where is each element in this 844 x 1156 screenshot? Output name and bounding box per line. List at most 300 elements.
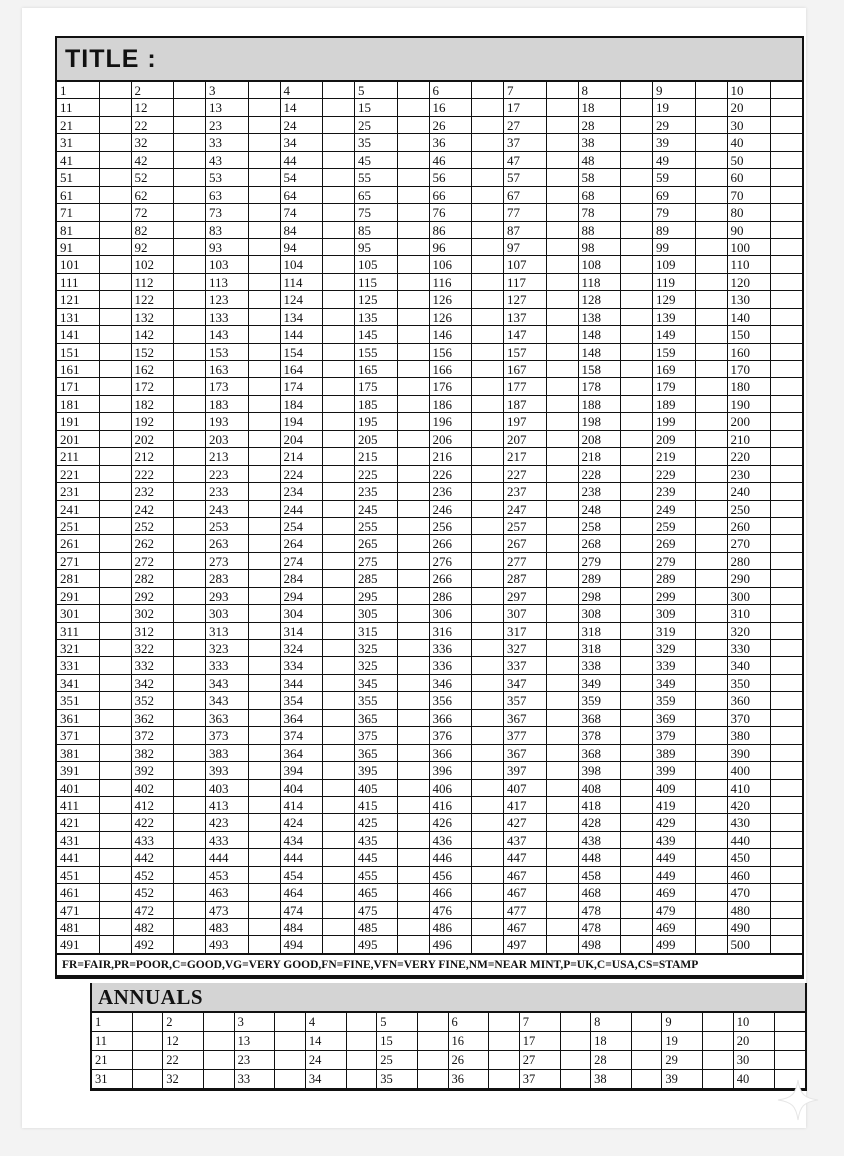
grade-entry-box[interactable]: [771, 518, 802, 534]
grade-entry-box[interactable]: [323, 448, 354, 464]
grade-entry-box[interactable]: [174, 623, 205, 639]
grade-entry-box[interactable]: [249, 588, 280, 604]
grade-entry-box[interactable]: [133, 1013, 163, 1031]
grade-entry-box[interactable]: [323, 605, 354, 621]
grade-entry-box[interactable]: [323, 814, 354, 830]
grade-entry-box[interactable]: [174, 256, 205, 272]
grade-entry-box[interactable]: [696, 222, 727, 238]
grade-entry-box[interactable]: [621, 222, 652, 238]
grade-entry-box[interactable]: [174, 902, 205, 918]
grade-entry-box[interactable]: [775, 1013, 805, 1031]
grade-entry-box[interactable]: [771, 553, 802, 569]
grade-entry-box[interactable]: [323, 204, 354, 220]
grade-entry-box[interactable]: [771, 657, 802, 673]
grade-entry-box[interactable]: [696, 501, 727, 517]
grade-entry-box[interactable]: [323, 780, 354, 796]
grade-entry-box[interactable]: [249, 745, 280, 761]
grade-entry-box[interactable]: [398, 814, 429, 830]
grade-entry-box[interactable]: [472, 134, 503, 150]
grade-entry-box[interactable]: [547, 640, 578, 656]
grade-entry-box[interactable]: [100, 936, 131, 952]
grade-entry-box[interactable]: [547, 919, 578, 935]
grade-entry-box[interactable]: [621, 936, 652, 952]
grade-entry-box[interactable]: [174, 117, 205, 133]
grade-entry-box[interactable]: [100, 710, 131, 726]
grade-entry-box[interactable]: [249, 919, 280, 935]
grade-entry-box[interactable]: [696, 849, 727, 865]
grade-entry-box[interactable]: [621, 134, 652, 150]
grade-entry-box[interactable]: [547, 936, 578, 952]
grade-entry-box[interactable]: [472, 745, 503, 761]
grade-entry-box[interactable]: [174, 675, 205, 691]
grade-entry-box[interactable]: [547, 344, 578, 360]
grade-entry-box[interactable]: [696, 919, 727, 935]
grade-entry-box[interactable]: [771, 884, 802, 900]
grade-entry-box[interactable]: [100, 727, 131, 743]
grade-entry-box[interactable]: [696, 745, 727, 761]
grade-entry-box[interactable]: [771, 710, 802, 726]
grade-entry-box[interactable]: [771, 204, 802, 220]
grade-entry-box[interactable]: [249, 187, 280, 203]
grade-entry-box[interactable]: [696, 82, 727, 98]
grade-entry-box[interactable]: [398, 623, 429, 639]
grade-entry-box[interactable]: [347, 1013, 377, 1031]
grade-entry-box[interactable]: [323, 309, 354, 325]
grade-entry-box[interactable]: [472, 675, 503, 691]
grade-entry-box[interactable]: [771, 623, 802, 639]
grade-entry-box[interactable]: [323, 274, 354, 290]
grade-entry-box[interactable]: [249, 605, 280, 621]
grade-entry-box[interactable]: [696, 780, 727, 796]
grade-entry-box[interactable]: [323, 657, 354, 673]
grade-entry-box[interactable]: [133, 1051, 163, 1069]
grade-entry-box[interactable]: [472, 762, 503, 778]
grade-entry-box[interactable]: [174, 326, 205, 342]
grade-entry-box[interactable]: [632, 1051, 662, 1069]
grade-entry-box[interactable]: [547, 657, 578, 673]
grade-entry-box[interactable]: [771, 814, 802, 830]
grade-entry-box[interactable]: [398, 222, 429, 238]
grade-entry-box[interactable]: [547, 117, 578, 133]
grade-entry-box[interactable]: [621, 326, 652, 342]
grade-entry-box[interactable]: [249, 483, 280, 499]
grade-entry-box[interactable]: [323, 187, 354, 203]
grade-entry-box[interactable]: [323, 867, 354, 883]
grade-entry-box[interactable]: [100, 222, 131, 238]
grade-entry-box[interactable]: [204, 1013, 234, 1031]
grade-entry-box[interactable]: [561, 1070, 591, 1088]
grade-entry-box[interactable]: [547, 413, 578, 429]
grade-entry-box[interactable]: [100, 169, 131, 185]
grade-entry-box[interactable]: [771, 378, 802, 394]
grade-entry-box[interactable]: [621, 553, 652, 569]
grade-entry-box[interactable]: [100, 570, 131, 586]
grade-entry-box[interactable]: [696, 570, 727, 586]
grade-entry-box[interactable]: [472, 518, 503, 534]
grade-entry-box[interactable]: [472, 396, 503, 412]
grade-entry-box[interactable]: [174, 919, 205, 935]
grade-entry-box[interactable]: [696, 396, 727, 412]
grade-entry-box[interactable]: [174, 518, 205, 534]
grade-entry-box[interactable]: [696, 448, 727, 464]
grade-entry-box[interactable]: [547, 99, 578, 115]
grade-entry-box[interactable]: [621, 727, 652, 743]
grade-entry-box[interactable]: [418, 1013, 448, 1031]
grade-entry-box[interactable]: [771, 745, 802, 761]
grade-entry-box[interactable]: [398, 117, 429, 133]
grade-entry-box[interactable]: [174, 570, 205, 586]
grade-entry-box[interactable]: [771, 762, 802, 778]
grade-entry-box[interactable]: [696, 361, 727, 377]
grade-entry-box[interactable]: [696, 169, 727, 185]
grade-entry-box[interactable]: [249, 849, 280, 865]
grade-entry-box[interactable]: [775, 1032, 805, 1050]
grade-entry-box[interactable]: [100, 99, 131, 115]
grade-entry-box[interactable]: [174, 396, 205, 412]
grade-entry-box[interactable]: [696, 239, 727, 255]
grade-entry-box[interactable]: [621, 657, 652, 673]
grade-entry-box[interactable]: [100, 378, 131, 394]
grade-entry-box[interactable]: [696, 936, 727, 952]
grade-entry-box[interactable]: [472, 187, 503, 203]
grade-entry-box[interactable]: [249, 361, 280, 377]
grade-entry-box[interactable]: [174, 884, 205, 900]
grade-entry-box[interactable]: [249, 675, 280, 691]
grade-entry-box[interactable]: [174, 797, 205, 813]
grade-entry-box[interactable]: [621, 152, 652, 168]
grade-entry-box[interactable]: [174, 378, 205, 394]
grade-entry-box[interactable]: [771, 535, 802, 551]
grade-entry-box[interactable]: [398, 518, 429, 534]
grade-entry-box[interactable]: [547, 239, 578, 255]
grade-entry-box[interactable]: [398, 274, 429, 290]
grade-entry-box[interactable]: [771, 396, 802, 412]
grade-entry-box[interactable]: [621, 640, 652, 656]
grade-entry-box[interactable]: [771, 640, 802, 656]
grade-entry-box[interactable]: [323, 483, 354, 499]
grade-entry-box[interactable]: [696, 727, 727, 743]
grade-entry-box[interactable]: [174, 431, 205, 447]
grade-entry-box[interactable]: [174, 588, 205, 604]
grade-entry-box[interactable]: [621, 309, 652, 325]
grade-entry-box[interactable]: [472, 204, 503, 220]
grade-entry-box[interactable]: [703, 1032, 733, 1050]
grade-entry-box[interactable]: [472, 274, 503, 290]
grade-entry-box[interactable]: [489, 1032, 519, 1050]
grade-entry-box[interactable]: [398, 239, 429, 255]
grade-entry-box[interactable]: [323, 396, 354, 412]
grade-entry-box[interactable]: [547, 431, 578, 447]
grade-entry-box[interactable]: [100, 82, 131, 98]
grade-entry-box[interactable]: [771, 727, 802, 743]
grade-entry-box[interactable]: [472, 936, 503, 952]
grade-entry-box[interactable]: [100, 501, 131, 517]
grade-entry-box[interactable]: [696, 884, 727, 900]
grade-entry-box[interactable]: [100, 448, 131, 464]
grade-entry-box[interactable]: [771, 222, 802, 238]
grade-entry-box[interactable]: [696, 187, 727, 203]
grade-entry-box[interactable]: [696, 274, 727, 290]
grade-entry-box[interactable]: [472, 553, 503, 569]
grade-entry-box[interactable]: [323, 570, 354, 586]
grade-entry-box[interactable]: [547, 849, 578, 865]
grade-entry-box[interactable]: [547, 466, 578, 482]
grade-entry-box[interactable]: [621, 605, 652, 621]
grade-entry-box[interactable]: [398, 902, 429, 918]
grade-entry-box[interactable]: [174, 814, 205, 830]
grade-entry-box[interactable]: [323, 169, 354, 185]
grade-entry-box[interactable]: [418, 1070, 448, 1088]
grade-entry-box[interactable]: [472, 344, 503, 360]
grade-entry-box[interactable]: [174, 239, 205, 255]
grade-entry-box[interactable]: [100, 152, 131, 168]
grade-entry-box[interactable]: [174, 204, 205, 220]
grade-entry-box[interactable]: [249, 326, 280, 342]
grade-entry-box[interactable]: [275, 1013, 305, 1031]
grade-entry-box[interactable]: [249, 344, 280, 360]
grade-entry-box[interactable]: [100, 396, 131, 412]
grade-entry-box[interactable]: [547, 623, 578, 639]
grade-entry-box[interactable]: [632, 1032, 662, 1050]
grade-entry-box[interactable]: [398, 378, 429, 394]
grade-entry-box[interactable]: [398, 535, 429, 551]
grade-entry-box[interactable]: [472, 535, 503, 551]
grade-entry-box[interactable]: [696, 134, 727, 150]
grade-entry-box[interactable]: [771, 326, 802, 342]
grade-entry-box[interactable]: [472, 884, 503, 900]
grade-entry-box[interactable]: [100, 466, 131, 482]
grade-entry-box[interactable]: [771, 832, 802, 848]
grade-entry-box[interactable]: [100, 867, 131, 883]
grade-entry-box[interactable]: [174, 501, 205, 517]
grade-entry-box[interactable]: [249, 553, 280, 569]
grade-entry-box[interactable]: [621, 745, 652, 761]
grade-entry-box[interactable]: [696, 797, 727, 813]
grade-entry-box[interactable]: [771, 152, 802, 168]
grade-entry-box[interactable]: [472, 501, 503, 517]
grade-entry-box[interactable]: [472, 623, 503, 639]
grade-entry-box[interactable]: [771, 797, 802, 813]
grade-entry-box[interactable]: [696, 762, 727, 778]
grade-entry-box[interactable]: [696, 326, 727, 342]
grade-entry-box[interactable]: [398, 448, 429, 464]
grade-entry-box[interactable]: [771, 902, 802, 918]
grade-entry-box[interactable]: [472, 657, 503, 673]
grade-entry-box[interactable]: [621, 780, 652, 796]
grade-entry-box[interactable]: [323, 501, 354, 517]
grade-entry-box[interactable]: [621, 169, 652, 185]
grade-entry-box[interactable]: [174, 727, 205, 743]
grade-entry-box[interactable]: [249, 256, 280, 272]
grade-entry-box[interactable]: [472, 588, 503, 604]
grade-entry-box[interactable]: [703, 1013, 733, 1031]
grade-entry-box[interactable]: [100, 361, 131, 377]
grade-entry-box[interactable]: [547, 588, 578, 604]
grade-entry-box[interactable]: [547, 832, 578, 848]
grade-entry-box[interactable]: [547, 187, 578, 203]
grade-entry-box[interactable]: [472, 309, 503, 325]
grade-entry-box[interactable]: [100, 431, 131, 447]
grade-entry-box[interactable]: [696, 483, 727, 499]
grade-entry-box[interactable]: [621, 413, 652, 429]
grade-entry-box[interactable]: [771, 570, 802, 586]
grade-entry-box[interactable]: [472, 849, 503, 865]
grade-entry-box[interactable]: [771, 919, 802, 935]
grade-entry-box[interactable]: [771, 99, 802, 115]
grade-entry-box[interactable]: [398, 204, 429, 220]
grade-entry-box[interactable]: [621, 623, 652, 639]
grade-entry-box[interactable]: [472, 814, 503, 830]
grade-entry-box[interactable]: [398, 675, 429, 691]
grade-entry-box[interactable]: [249, 762, 280, 778]
grade-entry-box[interactable]: [547, 291, 578, 307]
grade-entry-box[interactable]: [323, 745, 354, 761]
grade-entry-box[interactable]: [472, 710, 503, 726]
grade-entry-box[interactable]: [771, 466, 802, 482]
grade-entry-box[interactable]: [249, 222, 280, 238]
grade-entry-box[interactable]: [696, 431, 727, 447]
grade-entry-box[interactable]: [275, 1070, 305, 1088]
grade-entry-box[interactable]: [472, 117, 503, 133]
grade-entry-box[interactable]: [249, 692, 280, 708]
grade-entry-box[interactable]: [472, 239, 503, 255]
grade-entry-box[interactable]: [472, 222, 503, 238]
grade-entry-box[interactable]: [249, 640, 280, 656]
grade-entry-box[interactable]: [398, 396, 429, 412]
grade-entry-box[interactable]: [100, 204, 131, 220]
grade-entry-box[interactable]: [174, 640, 205, 656]
grade-entry-box[interactable]: [100, 413, 131, 429]
grade-entry-box[interactable]: [398, 187, 429, 203]
grade-entry-box[interactable]: [771, 344, 802, 360]
grade-entry-box[interactable]: [398, 849, 429, 865]
grade-entry-box[interactable]: [100, 745, 131, 761]
grade-entry-box[interactable]: [621, 378, 652, 394]
grade-entry-box[interactable]: [418, 1051, 448, 1069]
grade-entry-box[interactable]: [547, 396, 578, 412]
grade-entry-box[interactable]: [100, 814, 131, 830]
grade-entry-box[interactable]: [398, 99, 429, 115]
grade-entry-box[interactable]: [323, 99, 354, 115]
grade-entry-box[interactable]: [771, 187, 802, 203]
grade-entry-box[interactable]: [100, 134, 131, 150]
grade-entry-box[interactable]: [249, 710, 280, 726]
grade-entry-box[interactable]: [547, 553, 578, 569]
grade-entry-box[interactable]: [174, 448, 205, 464]
grade-entry-box[interactable]: [621, 117, 652, 133]
grade-entry-box[interactable]: [249, 169, 280, 185]
grade-entry-box[interactable]: [489, 1013, 519, 1031]
grade-entry-box[interactable]: [174, 762, 205, 778]
grade-entry-box[interactable]: [547, 745, 578, 761]
grade-entry-box[interactable]: [249, 902, 280, 918]
grade-entry-box[interactable]: [771, 309, 802, 325]
grade-entry-box[interactable]: [100, 187, 131, 203]
grade-entry-box[interactable]: [418, 1032, 448, 1050]
grade-entry-box[interactable]: [472, 797, 503, 813]
grade-entry-box[interactable]: [249, 780, 280, 796]
grade-entry-box[interactable]: [621, 518, 652, 534]
grade-entry-box[interactable]: [472, 605, 503, 621]
grade-entry-box[interactable]: [771, 675, 802, 691]
grade-entry-box[interactable]: [561, 1013, 591, 1031]
grade-entry-box[interactable]: [696, 814, 727, 830]
grade-entry-box[interactable]: [621, 797, 652, 813]
grade-entry-box[interactable]: [398, 832, 429, 848]
grade-entry-box[interactable]: [547, 256, 578, 272]
grade-entry-box[interactable]: [398, 431, 429, 447]
grade-entry-box[interactable]: [398, 344, 429, 360]
grade-entry-box[interactable]: [100, 797, 131, 813]
grade-entry-box[interactable]: [696, 640, 727, 656]
grade-entry-box[interactable]: [174, 222, 205, 238]
grade-entry-box[interactable]: [547, 134, 578, 150]
grade-entry-box[interactable]: [398, 797, 429, 813]
grade-entry-box[interactable]: [771, 588, 802, 604]
grade-entry-box[interactable]: [204, 1070, 234, 1088]
grade-entry-box[interactable]: [398, 256, 429, 272]
grade-entry-box[interactable]: [472, 82, 503, 98]
grade-entry-box[interactable]: [472, 867, 503, 883]
grade-entry-box[interactable]: [174, 169, 205, 185]
grade-entry-box[interactable]: [696, 832, 727, 848]
grade-entry-box[interactable]: [398, 919, 429, 935]
grade-entry-box[interactable]: [696, 309, 727, 325]
grade-entry-box[interactable]: [472, 919, 503, 935]
grade-entry-box[interactable]: [100, 588, 131, 604]
grade-entry-box[interactable]: [547, 902, 578, 918]
grade-entry-box[interactable]: [632, 1013, 662, 1031]
grade-entry-box[interactable]: [547, 867, 578, 883]
grade-entry-box[interactable]: [275, 1051, 305, 1069]
grade-entry-box[interactable]: [323, 710, 354, 726]
grade-entry-box[interactable]: [696, 710, 727, 726]
grade-entry-box[interactable]: [621, 762, 652, 778]
grade-entry-box[interactable]: [696, 152, 727, 168]
grade-entry-box[interactable]: [696, 535, 727, 551]
grade-entry-box[interactable]: [696, 99, 727, 115]
grade-entry-box[interactable]: [249, 657, 280, 673]
grade-entry-box[interactable]: [771, 501, 802, 517]
grade-entry-box[interactable]: [398, 152, 429, 168]
grade-entry-box[interactable]: [621, 431, 652, 447]
grade-entry-box[interactable]: [174, 849, 205, 865]
grade-entry-box[interactable]: [323, 762, 354, 778]
grade-entry-box[interactable]: [249, 884, 280, 900]
grade-entry-box[interactable]: [472, 570, 503, 586]
grade-entry-box[interactable]: [249, 413, 280, 429]
grade-entry-box[interactable]: [547, 762, 578, 778]
grade-entry-box[interactable]: [323, 640, 354, 656]
grade-entry-box[interactable]: [621, 361, 652, 377]
grade-entry-box[interactable]: [621, 274, 652, 290]
grade-entry-box[interactable]: [621, 187, 652, 203]
grade-entry-box[interactable]: [174, 344, 205, 360]
grade-entry-box[interactable]: [398, 867, 429, 883]
grade-entry-box[interactable]: [398, 169, 429, 185]
grade-entry-box[interactable]: [621, 396, 652, 412]
grade-entry-box[interactable]: [100, 623, 131, 639]
grade-entry-box[interactable]: [547, 309, 578, 325]
grade-entry-box[interactable]: [547, 710, 578, 726]
grade-entry-box[interactable]: [100, 657, 131, 673]
grade-entry-box[interactable]: [323, 239, 354, 255]
grade-entry-box[interactable]: [547, 605, 578, 621]
grade-entry-box[interactable]: [489, 1051, 519, 1069]
grade-entry-box[interactable]: [398, 640, 429, 656]
grade-entry-box[interactable]: [249, 134, 280, 150]
grade-entry-box[interactable]: [696, 675, 727, 691]
